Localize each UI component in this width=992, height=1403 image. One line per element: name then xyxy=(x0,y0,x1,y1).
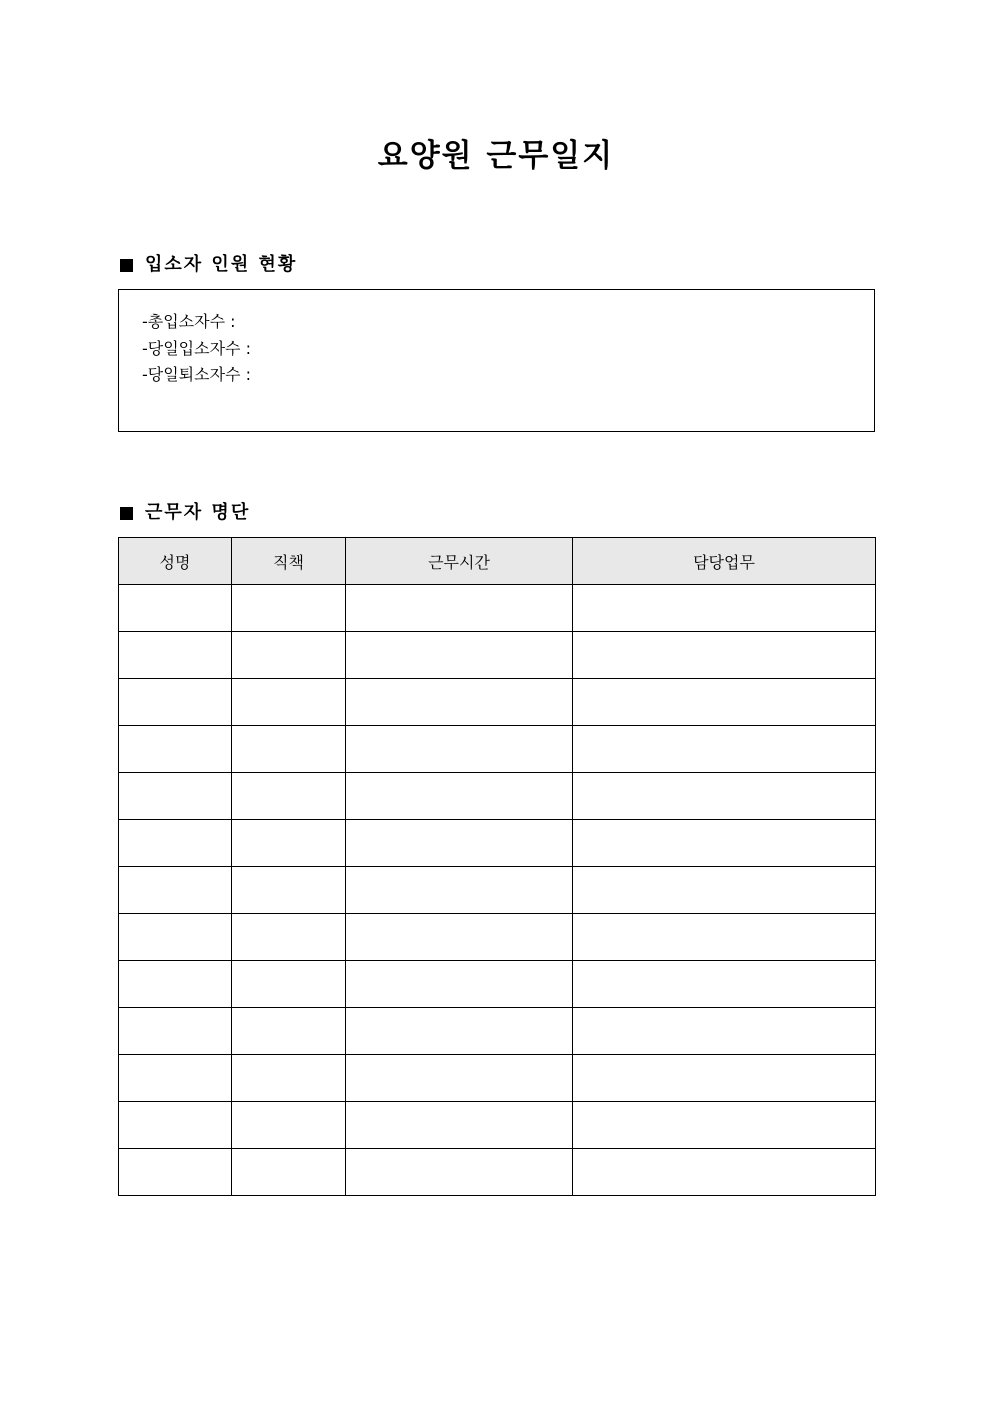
position-cell[interactable] xyxy=(232,632,346,679)
staff-section-heading xyxy=(120,501,250,525)
column-header-name: 성명 xyxy=(119,538,232,585)
name-cell[interactable] xyxy=(119,585,232,632)
staff-table-body xyxy=(119,585,876,1196)
name-cell[interactable] xyxy=(119,632,232,679)
work-hours-cell[interactable] xyxy=(346,773,573,820)
duties-cell[interactable] xyxy=(573,820,876,867)
table-row xyxy=(119,679,876,726)
duties-cell[interactable] xyxy=(573,585,876,632)
name-cell[interactable] xyxy=(119,820,232,867)
resident-count-box xyxy=(118,289,875,432)
table-row xyxy=(119,1055,876,1102)
name-cell[interactable] xyxy=(119,1149,232,1196)
duties-cell[interactable] xyxy=(573,1102,876,1149)
position-cell[interactable] xyxy=(232,1055,346,1102)
position-cell[interactable] xyxy=(232,1008,346,1055)
table-row xyxy=(119,726,876,773)
work-hours-cell[interactable] xyxy=(346,1008,573,1055)
duties-cell[interactable] xyxy=(573,632,876,679)
name-cell[interactable] xyxy=(119,961,232,1008)
position-cell[interactable] xyxy=(232,1102,346,1149)
page-title: 요양원 근무일지 xyxy=(377,138,615,174)
position-cell[interactable] xyxy=(232,726,346,773)
table-header-row xyxy=(119,538,876,585)
staff-heading-label: 근무자 명단 xyxy=(145,502,251,523)
table-row xyxy=(119,1008,876,1055)
table-row xyxy=(119,914,876,961)
position-cell[interactable] xyxy=(232,585,346,632)
table-row xyxy=(119,867,876,914)
name-cell[interactable] xyxy=(119,679,232,726)
table-row xyxy=(119,632,876,679)
duties-cell[interactable] xyxy=(573,773,876,820)
work-hours-cell[interactable] xyxy=(346,1055,573,1102)
work-hours-cell[interactable] xyxy=(346,726,573,773)
duties-cell[interactable] xyxy=(573,961,876,1008)
name-cell[interactable] xyxy=(119,1055,232,1102)
duties-cell[interactable] xyxy=(573,1149,876,1196)
table-row xyxy=(119,773,876,820)
discharges-today-line: -당일퇴소자수 : xyxy=(142,365,251,384)
table-row xyxy=(119,961,876,1008)
position-cell[interactable] xyxy=(232,679,346,726)
name-cell[interactable] xyxy=(119,914,232,961)
duties-cell[interactable] xyxy=(573,1008,876,1055)
column-header-work-hours: 근무시간 xyxy=(346,538,573,585)
square-bullet-icon xyxy=(120,507,133,520)
total-residents-line: -총입소자수 : xyxy=(142,312,236,331)
duties-cell[interactable] xyxy=(573,914,876,961)
work-hours-cell[interactable] xyxy=(346,820,573,867)
column-header-duties: 담당업무 xyxy=(573,538,876,585)
duties-cell[interactable] xyxy=(573,679,876,726)
position-cell[interactable] xyxy=(232,867,346,914)
resident-count-lines xyxy=(142,309,251,389)
position-cell[interactable] xyxy=(232,914,346,961)
name-cell[interactable] xyxy=(119,1008,232,1055)
work-hours-cell[interactable] xyxy=(346,1149,573,1196)
work-hours-cell[interactable] xyxy=(346,914,573,961)
table-row xyxy=(119,1149,876,1196)
residents-heading-label: 입소자 인원 현황 xyxy=(145,254,298,275)
duties-cell[interactable] xyxy=(573,726,876,773)
table-row xyxy=(119,585,876,632)
name-cell[interactable] xyxy=(119,726,232,773)
work-hours-cell[interactable] xyxy=(346,585,573,632)
work-hours-cell[interactable] xyxy=(346,867,573,914)
position-cell[interactable] xyxy=(232,1149,346,1196)
work-hours-cell[interactable] xyxy=(346,679,573,726)
square-bullet-icon xyxy=(120,259,133,272)
work-hours-cell[interactable] xyxy=(346,1102,573,1149)
position-cell[interactable] xyxy=(232,773,346,820)
work-hours-cell[interactable] xyxy=(346,632,573,679)
position-cell[interactable] xyxy=(232,820,346,867)
staff-roster-table xyxy=(118,537,876,1196)
name-cell[interactable] xyxy=(119,773,232,820)
duties-cell[interactable] xyxy=(573,867,876,914)
duties-cell[interactable] xyxy=(573,1055,876,1102)
table-row xyxy=(119,1102,876,1149)
admissions-today-line: -당일입소자수 : xyxy=(142,338,251,358)
residents-section-heading xyxy=(120,253,297,277)
table-row xyxy=(119,820,876,867)
name-cell[interactable] xyxy=(119,867,232,914)
column-header-position: 직책 xyxy=(232,538,346,585)
work-hours-cell[interactable] xyxy=(346,961,573,1008)
name-cell[interactable] xyxy=(119,1102,232,1149)
position-cell[interactable] xyxy=(232,961,346,1008)
